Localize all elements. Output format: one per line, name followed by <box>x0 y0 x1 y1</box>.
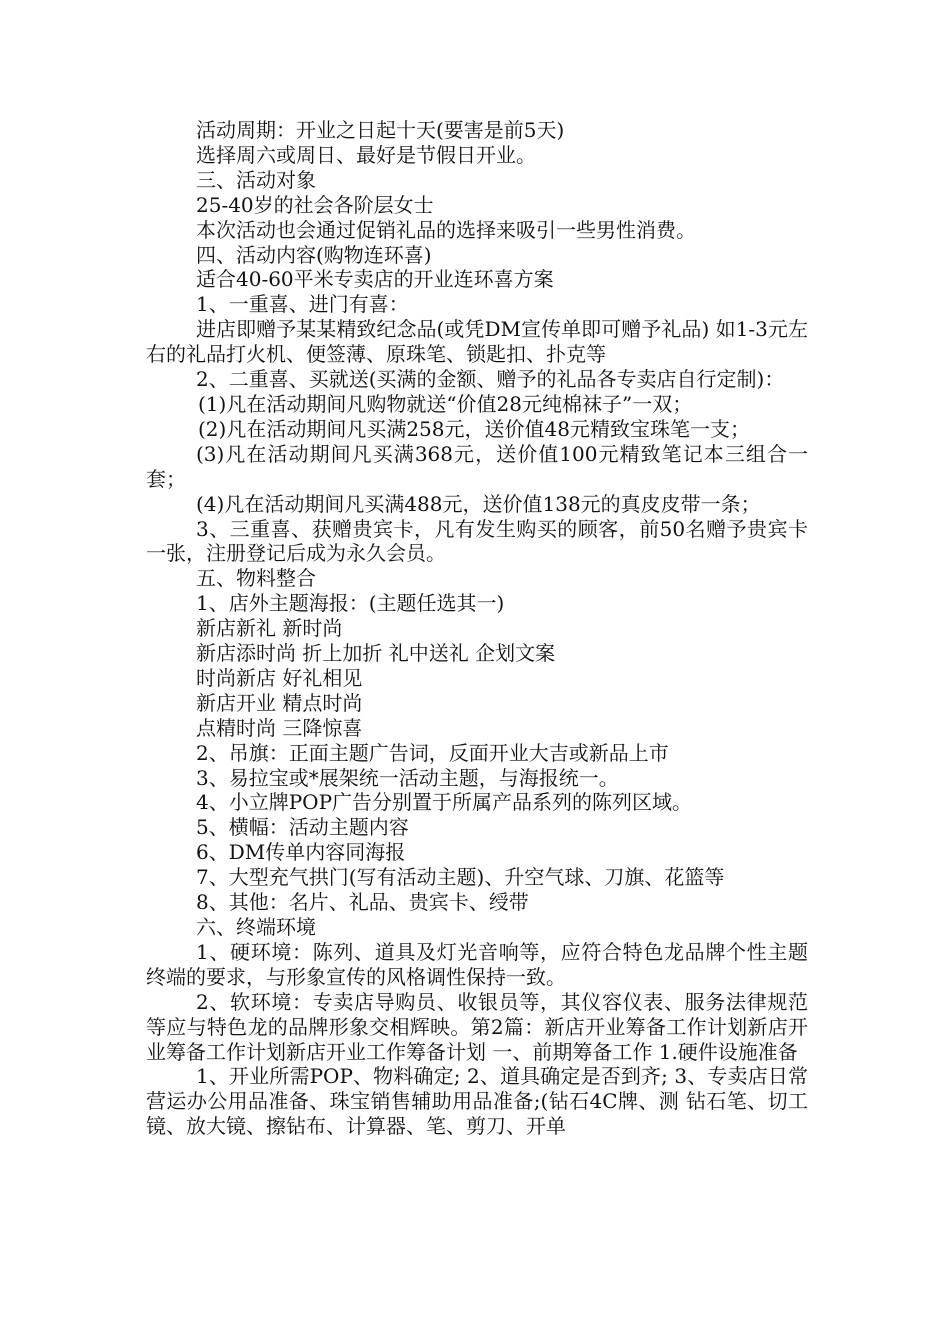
materials-pop-sign: 4、小立牌POP广告分别置于所属产品系列的陈列区域。 <box>196 790 693 815</box>
preparation-paragraph: 1、开业所需POP、物料确定; 2、道具确定是否到齐; 3、专卖店日常营运办公用品准备、珠宝销售辅助用品准备;(钻石4C牌、测 钻石笔、切工镜、放大镜、擦钻布、计算器、笔、剪刀、开单 <box>146 1064 808 1139</box>
first-joy-paragraph: 进店即赠予某某精致纪念品(或凭DM宣传单即可赠予礼品) 如1-3元左右的礼品打火机、便签薄、原珠笔、锁匙扣、扑克等 <box>146 317 808 367</box>
section-heading-target: 三、活动对象 <box>196 167 316 192</box>
third-joy-paragraph: 3、三重喜、获赠贵宾卡，凡有发生购买的顾客，前50名赠予贵宾卡一张，注册登记后成为永久会员。 <box>146 516 808 566</box>
plan-scope: 适合40-60平米专卖店的开业连环喜方案 <box>196 267 554 292</box>
target-audience: 25-40岁的社会各阶层女士 <box>196 192 434 217</box>
gift-tier-1: (1)凡在活动期间凡购物就送“价值28元纯棉袜子”一双； <box>198 391 693 416</box>
hard-environment-paragraph: 1、硬环境：陈列、道具及灯光音响等，应符合特色龙品牌个性主题终端的要求，与形象宣传的风格调性保持一致。 <box>146 939 808 989</box>
poster-theme-4: 新店开业 精点时尚 <box>196 690 363 715</box>
section-heading-content: 四、活动内容(购物连环喜) <box>196 242 432 267</box>
materials-other: 8、其他：名片、礼品、贵宾卡、绶带 <box>196 890 529 915</box>
opening-day-note: 选择周六或周日、最好是节假日开业。 <box>196 142 536 167</box>
poster-theme-2: 新店添时尚 折上加折 礼中送礼 企划文案 <box>196 641 556 666</box>
materials-rollup: 3、易拉宝或*展架统一活动主题，与海报统一。 <box>196 765 619 790</box>
male-consumers-note: 本次活动也会通过促销礼品的选择来吸引一些男性消费。 <box>196 217 696 242</box>
gift-tier-2: (2)凡在活动期间凡买满258元，送价值48元精致宝珠笔一支； <box>198 416 750 441</box>
materials-hanging-flag: 2、吊旗：正面主题广告词，反面开业大吉或新品上市 <box>196 740 669 765</box>
section-heading-materials: 五、物料整合 <box>196 566 316 591</box>
activity-period: 活动周期：开业之日起十天(要害是前5天) <box>196 118 565 142</box>
materials-arch: 7、大型充气拱门(写有活动主题)、升空气球、刀旗、花篮等 <box>196 865 725 890</box>
second-joy-paragraph: 2、二重喜、买就送(买满的金额、赠予的礼品各专卖店自行定制)： <box>196 367 785 392</box>
poster-theme-5: 点精时尚 三降惊喜 <box>196 715 363 740</box>
first-joy-heading: 1、一重喜、进门有喜： <box>196 292 409 317</box>
materials-dm-flyer: 6、DM传单内容同海报 <box>196 840 406 865</box>
poster-theme-3: 时尚新店 好礼相见 <box>196 665 363 690</box>
soft-environment-paragraph: 2、软环境：专卖店导购员、收银员等，其仪容仪表、服务法律规范等应与特色龙的品牌形象交相辉映。第2篇：新店开业筹备工作计划新店开业筹备工作计划新店开业工作筹备计划 一、前期筹备工作 1.硬件设施准备 <box>146 989 808 1064</box>
materials-banner: 5、横幅：活动主题内容 <box>196 815 409 840</box>
section-heading-environment: 六、终端环境 <box>196 915 316 939</box>
gift-tier-4: (4)凡在活动期间凡买满488元，送价值138元的真皮皮带一条； <box>196 491 761 516</box>
gift-tier-3: (3)凡在活动期间凡买满368元，送价值100元精致笔记本三组合一套； <box>146 441 808 491</box>
materials-poster: 1、店外主题海报：(主题任选其一) <box>196 591 505 616</box>
poster-theme-1: 新店新礼 新时尚 <box>196 616 343 641</box>
document-body <box>146 118 808 1139</box>
